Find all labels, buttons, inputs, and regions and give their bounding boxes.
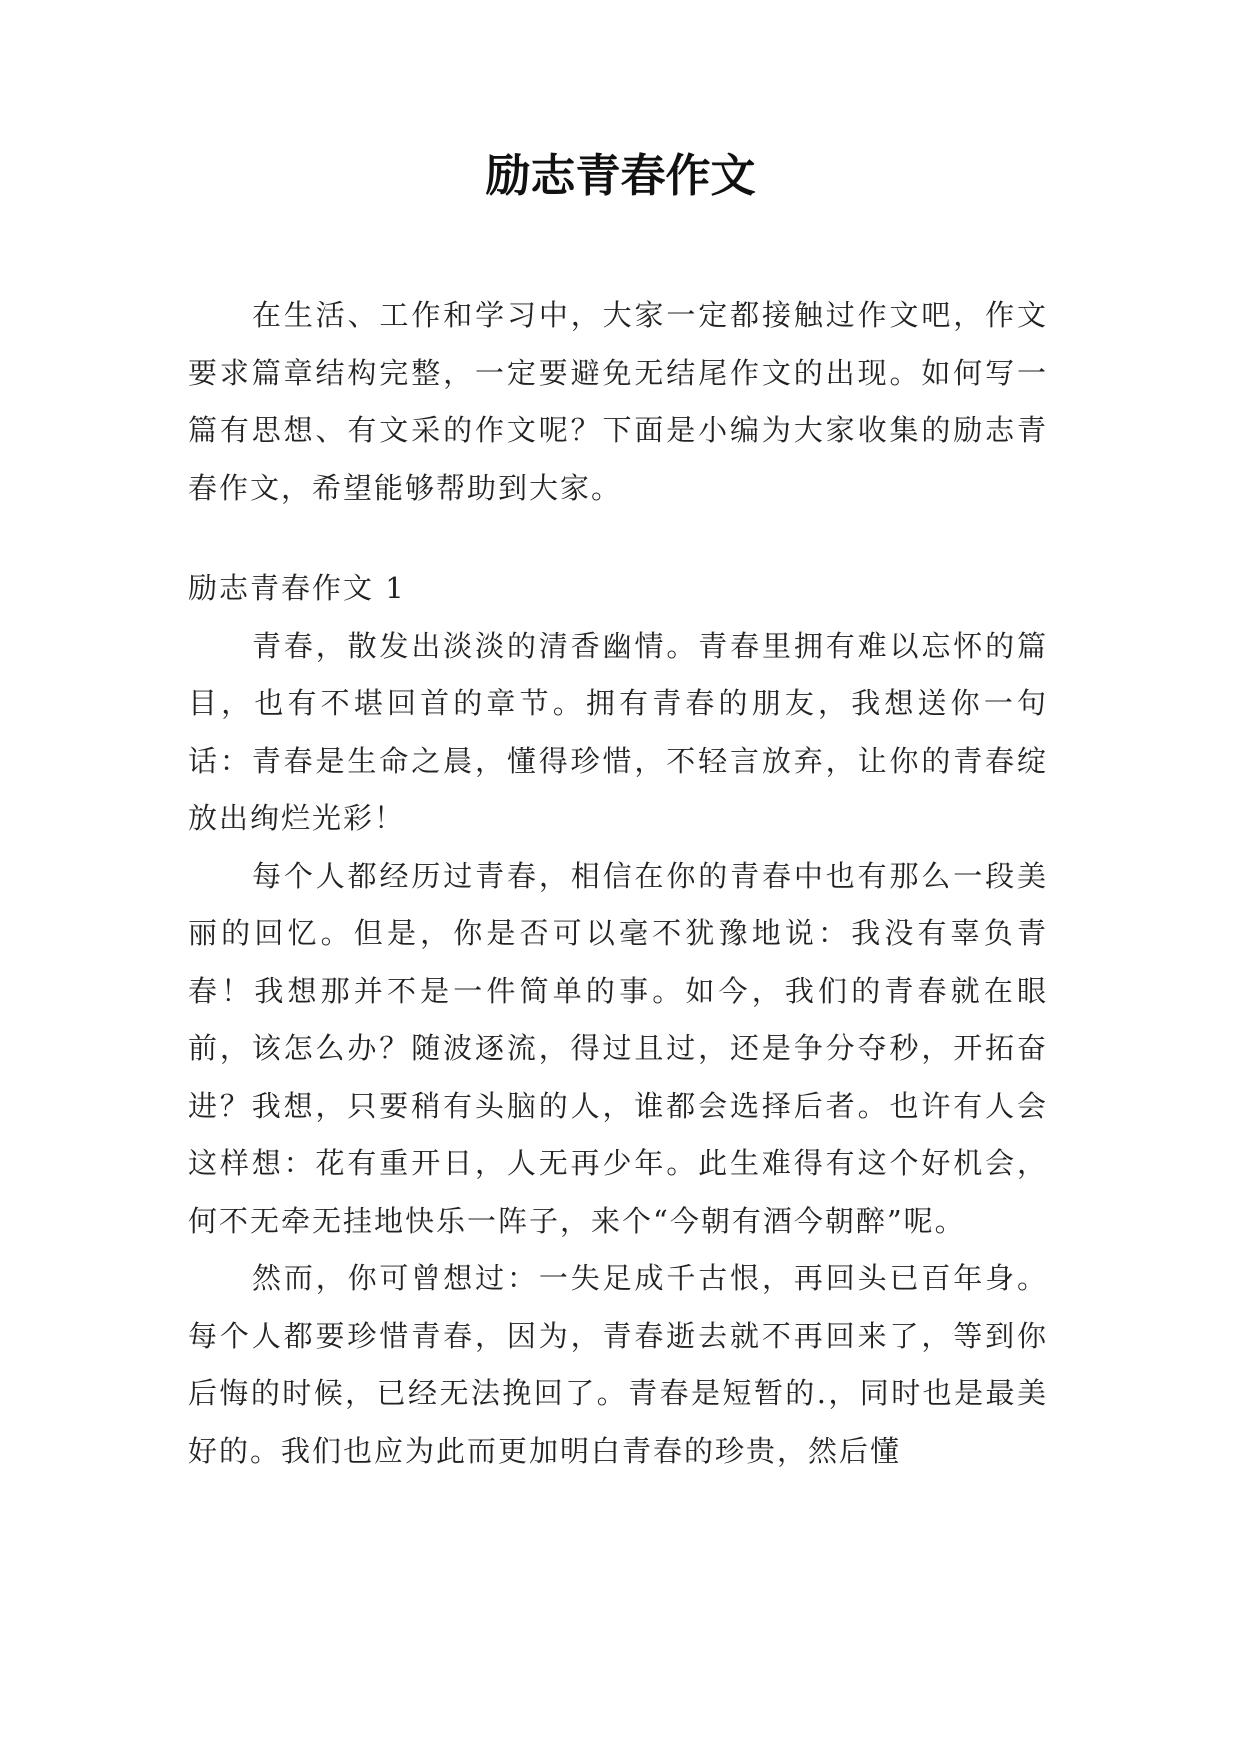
section-heading: 励志青春作文 1: [188, 571, 406, 605]
body-paragraph-3: 然而，你可曾想过：一失足成千古恨，再回头已百年身。每个人都要珍惜青春，因为，青春逝去就不再回来了，等到你后悔的时候，已经无法挽回了。青春是短暂的.，同时也是最美好的。我们也应为此而更加明白青春的珍贵，然后懂: [188, 1261, 1048, 1468]
document-body: [188, 287, 1048, 1480]
body-paragraph-1: 青春，散发出淡淡的清香幽情。青春里拥有难以忘怀的篇目，也有不堪回首的章节。拥有青春的朋友，我想送你一句话：青春是生命之晨，懂得珍惜，不轻言放弃，让你的青春绽放出绚烂光彩！: [188, 628, 1048, 835]
body-paragraph-2: 每个人都经历过青春，相信在你的青春中也有那么一段美丽的回忆。但是，你是否可以毫不犹豫地说：我没有辜负青春！我想那并不是一件简单的事。如今，我们的青春就在眼前，该怎么办？随波逐流，得过且过，还是争分夺秒，开拓奋进？我想，只要稍有头脑的人，谁都会选择后者。也许有人会这样想：花有重开日，人无再少年。此生难得有这个好机会，何不无牵无挂地快乐一阵子，来个“今朝有酒今朝醉”呢。: [188, 858, 1048, 1238]
intro-paragraph: 在生活、工作和学习中，大家一定都接触过作文吧，作文要求篇章结构完整，一定要避免无结尾作文的出现。如何写一篇有思想、有文采的作文呢？下面是小编为大家收集的励志青春作文，希望能够帮助到大家。: [188, 298, 1048, 505]
document-title: 励志青春作文: [485, 149, 756, 202]
